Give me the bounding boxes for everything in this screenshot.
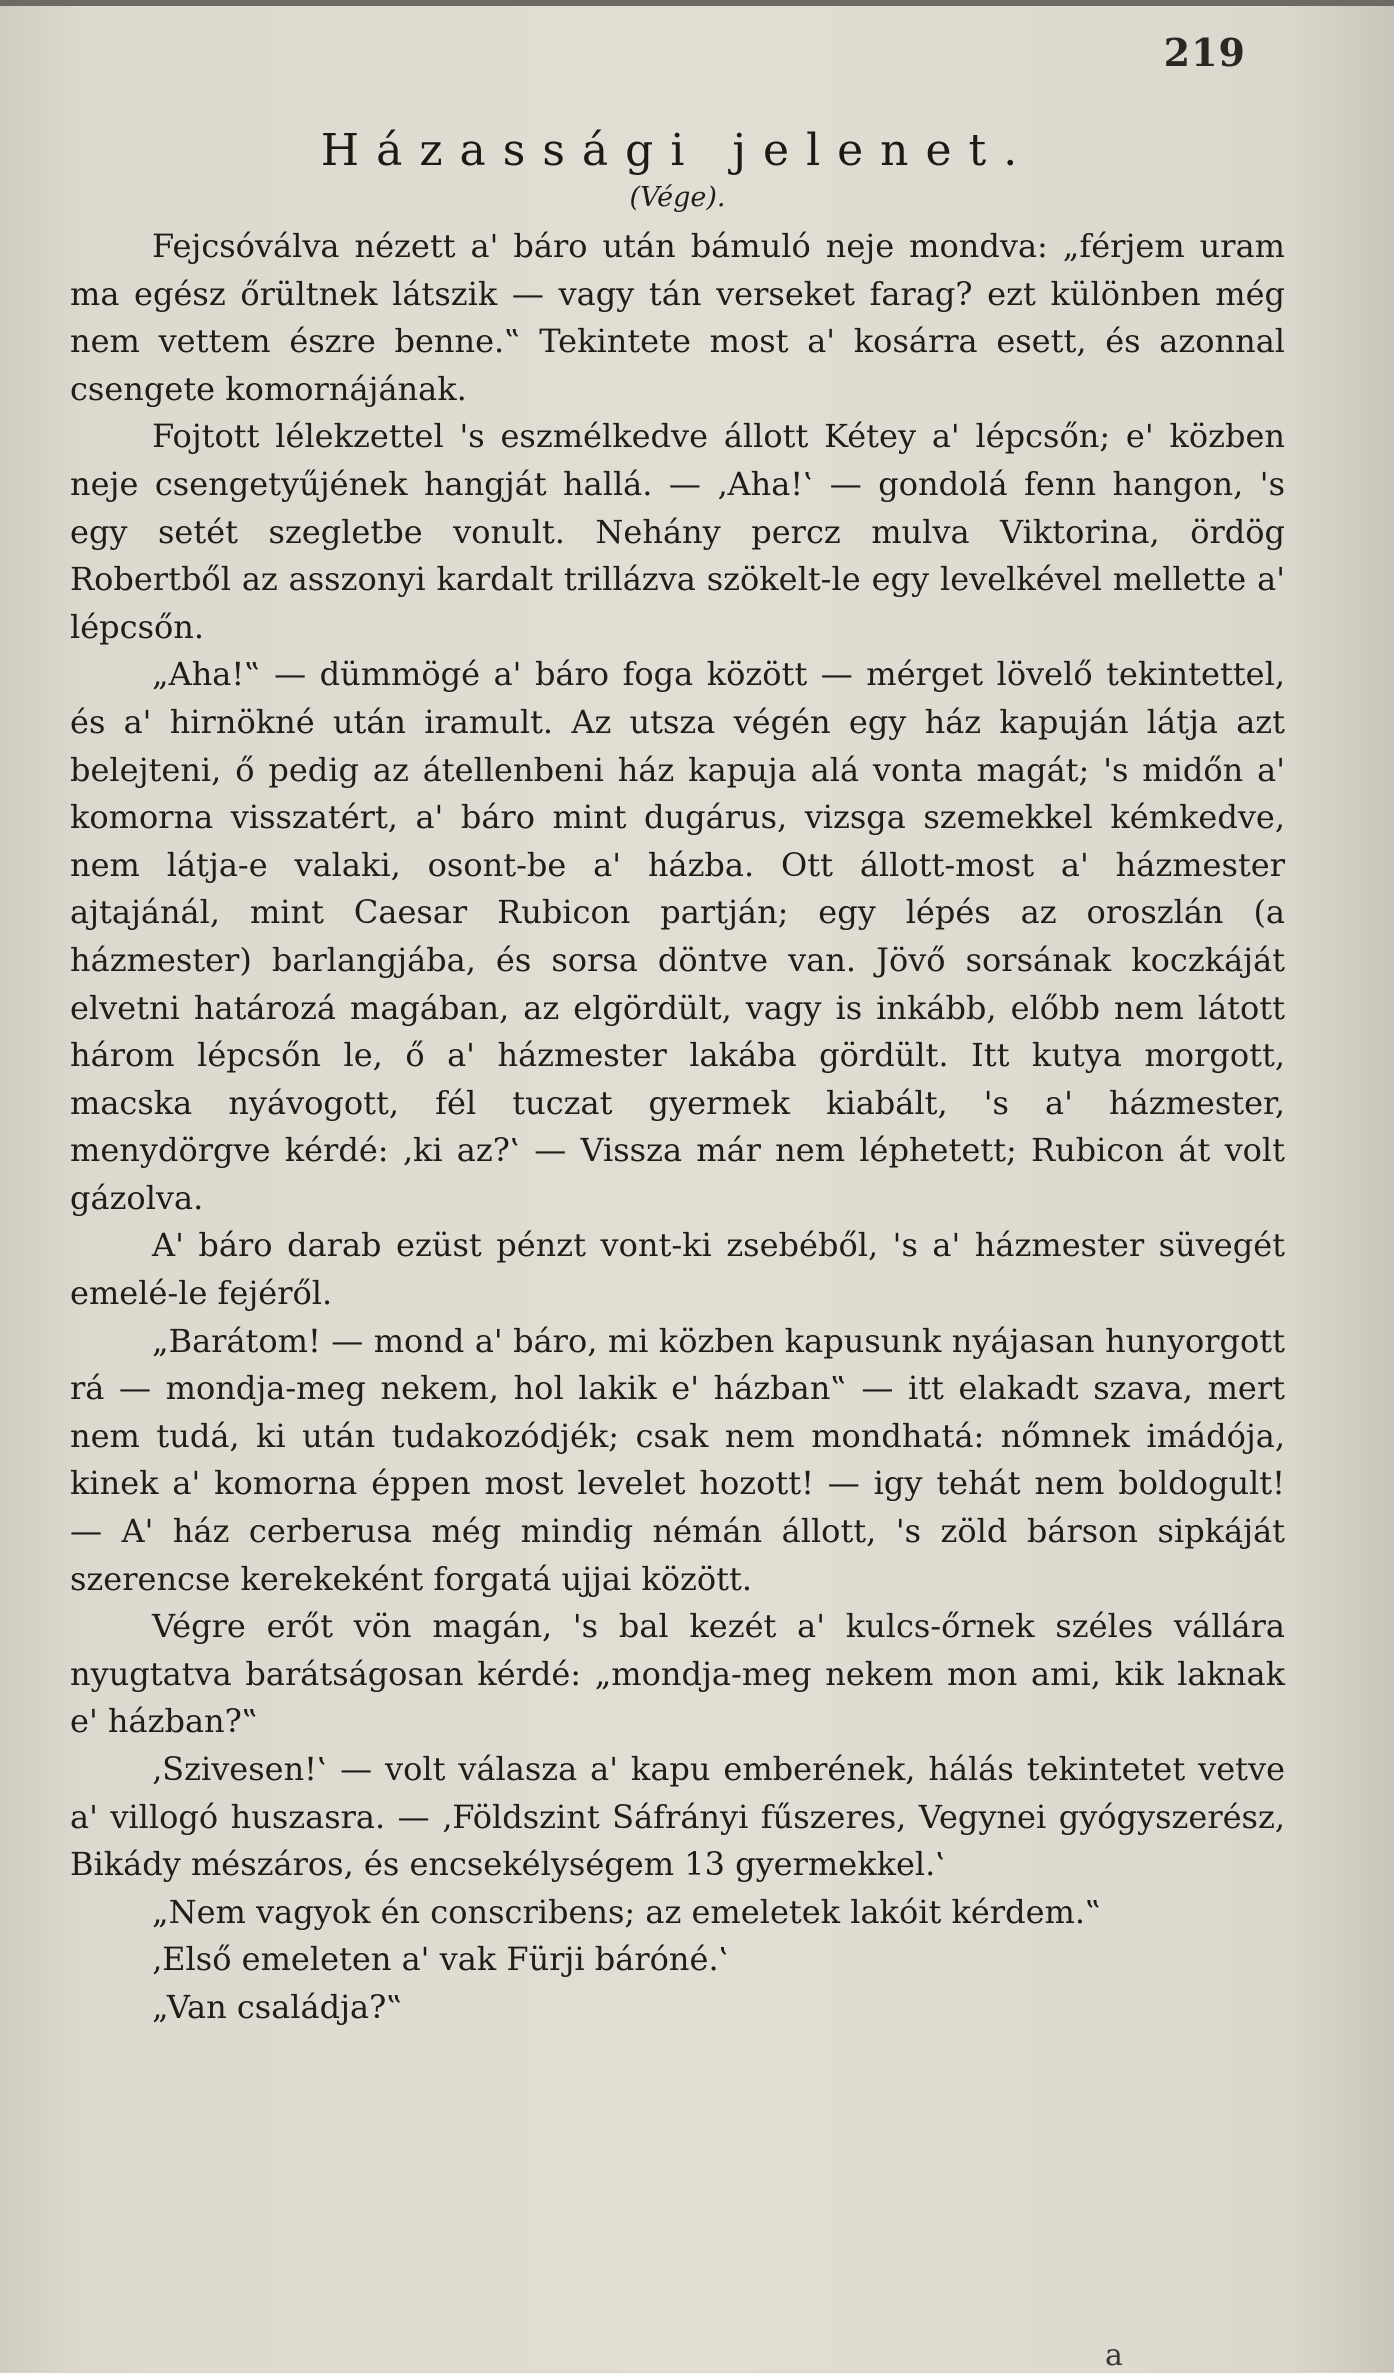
paragraph: Végre erőt vön magán, 's bal kezét a' kulcs-őrnek széles vállára nyugtatva barátságosan kérdé: „mondja-meg nekem mon ami, kik laknak e' házban?‟ xyxy=(70,1607,1285,1741)
paragraph: ‚Szivesen!‛ — volt válasza a' kapu emberének, hálás tekintetet vetve a' villogó huszasra. — ‚Földszint Sáfrányi fűszeres, Vegynei gyógyszerész, Bikády mészáros, és encsekélységem 13 gyermekkel.‛ xyxy=(70,1750,1285,1884)
page-top-edge xyxy=(0,0,1394,6)
page-number: 219 xyxy=(1163,30,1246,75)
paragraph: Fejcsóválva nézett a' báro után bámuló neje mondva: „férjem uram ma egész őrültnek látszik — vagy tán verseket farag? ezt különben még nem vettem észre benne.‟ Tekintete most a' kosárra esett, és azonnal csengete komornájának. xyxy=(70,227,1285,408)
paragraph: A' báro darab ezüst pénzt vont-ki zsebéből, 's a' házmester süvegét emelé-le fejéről. xyxy=(70,1226,1285,1313)
chapter-title: Házassági jelenet. xyxy=(320,125,1035,176)
paragraph: „Nem vagyok én conscribens; az emeletek lakóit kérdem.‟ xyxy=(152,1892,1102,1931)
paragraph: ‚Első emeleten a' vak Fürji báróné.‛ xyxy=(152,1940,729,1979)
paragraph: „Van családja?‟ xyxy=(152,1987,403,2026)
page-text-block xyxy=(70,125,1285,2032)
paragraph: „Barátom! — mond a' báro, mi közben kapusunk nyájasan hunyorgott rá — mondja-meg nekem, hol lakik e' házban‟ — itt elakadt szava, mert nem tudá, ki után tudakozódjék; csak nem mondhatá: nőmnek imádója, kinek a' komorna éppen most levelet hozott! — igy tehát nem boldogult! — A' ház cerberusa még mindig némán állott, 's zöld bárson sipkáját szerencse kerekeként forgatá ujjai között. xyxy=(70,1321,1285,1598)
chapter-subtitle: (Vége). xyxy=(629,182,726,213)
paragraph: „Aha!‟ — dümmögé a' báro foga között — mérget lövelő tekintettel, és a' hirnökné után iramult. Az utsza végén egy ház kapuján látja azt belejteni, ő pedig az átellenbeni ház kapuja alá vonta magát; 's midőn a' komorna visszatért, a' báro mint dugárus, vizsga szemekkel kémkedve, nem látja-e valaki, osont-be a' házba. Ott állott-most a' házmester ajtajánál, mint Caesar Rubicon partján; egy lépés az oroszlán (a házmester) barlangjába, és sorsa döntve van. Jövő sorsának koczkáját elvetni határozá magában, az elgördült, vagy is inkább, előbb nem látott három lépcsőn le, ő a' házmester lakába gördült. Itt kutya morgott, macska nyávogott, fél tuczat gyermek kiabált, 's a' házmester, menydörgve kérdé: ‚ki az?‛ — Vissza már nem léphetett; Rubicon át volt gázolva. xyxy=(70,655,1285,1217)
paragraph: Fojtott lélekzettel 's eszmélkedve állott Kétey a' lépcsőn; e' közben neje csengetyűjének hangját hallá. — ‚Aha!‛ — gondolá fenn hangon, 's egy setét szegletbe vonult. Nehány percz mulva Viktorina, ördög Robertből az asszonyi kardalt trillázva szökelt-le egy levelkével mellette a' lépcsőn. xyxy=(70,417,1285,646)
signature-mark: a xyxy=(1105,2338,1123,2373)
